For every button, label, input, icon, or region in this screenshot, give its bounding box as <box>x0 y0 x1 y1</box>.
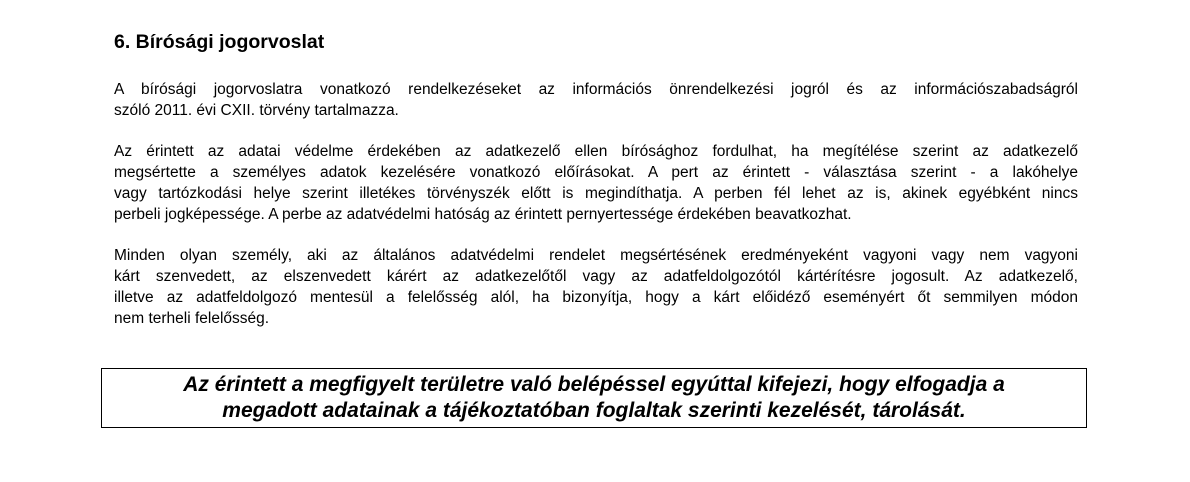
consent-notice-line: megadott adatainak a tájékoztatóban foglaltak szerinti kezelését, tárolását. <box>222 399 966 422</box>
paragraph-line: szóló 2011. évi CXII. törvény tartalmazza. <box>114 102 399 119</box>
section-heading: 6. Bírósági jogorvoslat <box>114 31 325 53</box>
paragraph-line: kárt szenvedett, az elszenvedett kárért az adatkezelőtől vagy az adatfeldolgozótól kártérítésre jogosult. Az adatkezelő, <box>114 268 1078 285</box>
paragraph-line: A bírósági jogorvoslatra vonatkozó rendelkezéseket az információs önrendelkezési jogról és az információszabadságról <box>114 81 1078 98</box>
paragraph-line: Minden olyan személy, aki az általános adatvédelmi rendelet megsértésének eredményeként vagyoni vagy nem vagyoni <box>114 247 1078 264</box>
paragraph-line: nem terheli felelősség. <box>114 310 270 327</box>
paragraph-court-action <box>114 141 1078 225</box>
paragraph-line: vagy tartózkodási helye szerint illetékes törvényszék előtt is megindíthatja. A perben fél lehet az is, akinek egyébként nincs <box>114 185 1078 202</box>
paragraph-line: illetve az adatfeldolgozó mentesül a felelősség alól, ha bizonyítja, hogy a kárt előidéző eseményért őt semmilyen módon <box>114 289 1078 306</box>
paragraph-line: Az érintett az adatai védelme érdekében az adatkezelő ellen bírósághoz fordulhat, ha megítélése szerint az adatkezelő <box>114 143 1078 160</box>
paragraph-legal-remedy-reference <box>114 79 1078 121</box>
paragraph-damages <box>114 245 1078 329</box>
paragraph-line: perbeli jogképessége. A perbe az adatvédelmi hatóság az érintett pernyertessége érdekében beavatkozhat. <box>114 206 852 223</box>
consent-notice-box <box>101 368 1087 428</box>
paragraph-line: megsértette a személyes adatok kezelésére vonatkozó előírásokat. A pert az érintett - választása szerint - a lakóhelye <box>114 164 1078 181</box>
consent-notice-line: Az érintett a megfigyelt területre való belépéssel egyúttal kifejezi, hogy elfogadja a <box>183 373 1005 396</box>
